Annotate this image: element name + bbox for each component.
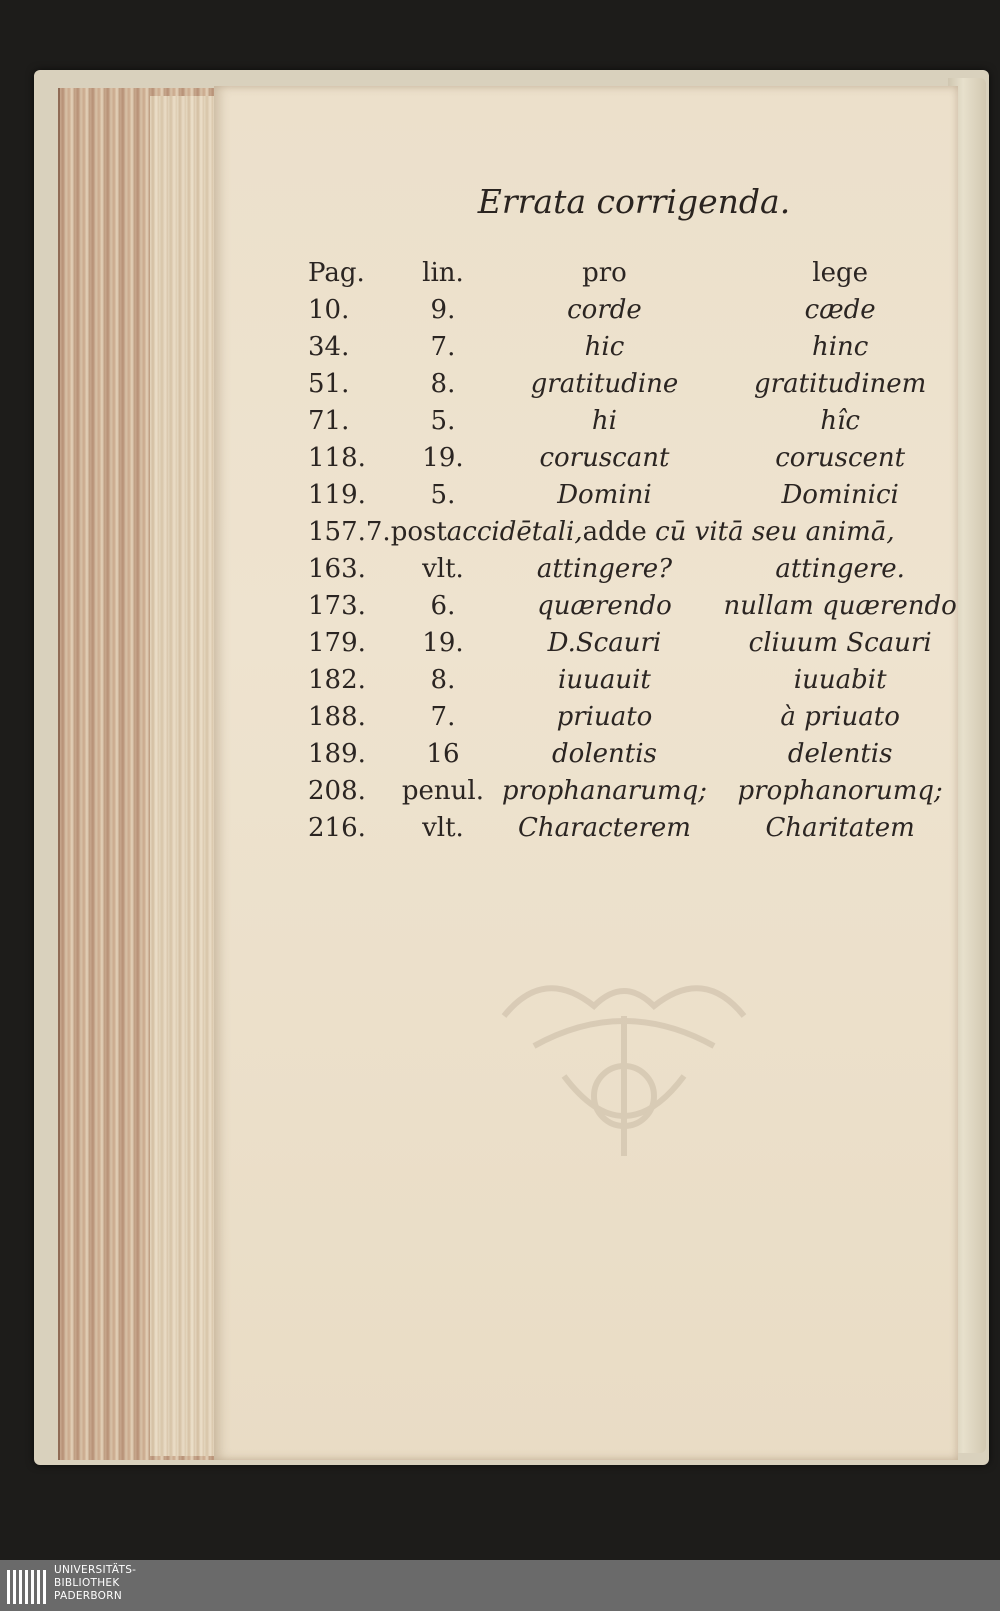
- special-italic-1: accidētali,: [446, 516, 583, 547]
- table-row-special: [308, 513, 958, 550]
- special-lead: 157.7.post: [308, 516, 447, 547]
- cell-pag: 216.: [308, 812, 366, 843]
- cell-lege: à priuato: [780, 701, 900, 732]
- errata-table: [308, 254, 958, 846]
- cell-pag: 163.: [308, 553, 366, 584]
- cell-lin: 7.: [430, 701, 456, 732]
- cell-pro: coruscant: [539, 442, 670, 473]
- table-row: [308, 365, 958, 402]
- cell-full: [308, 513, 958, 550]
- cell-pro: dolentis: [552, 738, 657, 769]
- header-pag: Pag.: [308, 257, 365, 288]
- cell-lege: cæde: [804, 294, 876, 325]
- cell-lege: delentis: [787, 738, 893, 769]
- cell-pro: iuuauit: [558, 664, 651, 695]
- table-row: [308, 328, 958, 365]
- special-italic-2: cū vitā seu animā,: [655, 516, 895, 547]
- cell-lin: vlt.: [422, 812, 464, 843]
- cell-pag: 208.: [308, 775, 366, 806]
- table-row: [308, 698, 958, 735]
- logo-line-2: BIBLIOTHEK: [54, 1577, 120, 1589]
- cell-pag: 118.: [308, 442, 366, 473]
- book-page: [214, 86, 958, 1460]
- cell-pag: 34.: [308, 331, 350, 362]
- cell-lege: Charitatem: [765, 812, 915, 843]
- cell-pag: 51.: [308, 368, 350, 399]
- cell-lege: hîc: [820, 405, 860, 436]
- cell-pro: quærendo: [537, 590, 672, 621]
- table-row: [308, 735, 958, 772]
- table-row: [308, 550, 958, 587]
- header-lin: lin.: [422, 257, 464, 288]
- cell-pro: hi: [591, 405, 617, 436]
- library-logo-text: [54, 1564, 136, 1603]
- cell-lin: 6.: [430, 590, 456, 621]
- cell-pag: 10.: [308, 294, 350, 325]
- cell-lin: 8.: [430, 368, 456, 399]
- cell-lin: 9.: [430, 294, 456, 325]
- cell-pro: Characterem: [517, 812, 691, 843]
- cell-pro: attingere?: [536, 553, 673, 584]
- special-plain: adde: [582, 516, 647, 547]
- page-title: Errata corrigenda.: [477, 182, 791, 221]
- cell-pag: 189.: [308, 738, 366, 769]
- cell-pro: gratitudine: [530, 368, 679, 399]
- cell-pag: 188.: [308, 701, 366, 732]
- table-row: [308, 476, 958, 513]
- cell-pro: D.Scauri: [547, 627, 662, 658]
- cell-lege: hinc: [811, 331, 869, 362]
- table-row: [308, 439, 958, 476]
- library-logo-icon: [6, 1564, 48, 1607]
- cell-lege: gratitudinem: [754, 368, 927, 399]
- cell-lin: 7.: [430, 331, 456, 362]
- table-row: [308, 402, 958, 439]
- cell-pag: 173.: [308, 590, 366, 621]
- cell-lege: prophanorumq;: [737, 775, 943, 806]
- cell-lege: coruscent: [775, 442, 906, 473]
- table-row: [308, 624, 958, 661]
- page-edges-inner: [150, 96, 224, 1456]
- table-row: [308, 587, 958, 624]
- cell-pag: 182.: [308, 664, 366, 695]
- cell-lege: cliuum Scauri: [748, 627, 932, 658]
- cell-pro: corde: [567, 294, 642, 325]
- cell-lin: vlt.: [422, 553, 464, 584]
- cell-lin: penul.: [401, 775, 485, 806]
- table-row: [308, 661, 958, 698]
- cell-pag: 71.: [308, 405, 350, 436]
- table-row: [308, 772, 958, 809]
- show-through-ornament: [464, 956, 784, 1176]
- footer-bar: [0, 1560, 1000, 1611]
- table-row: [308, 291, 958, 328]
- cell-pro: prophanarumq;: [501, 775, 707, 806]
- cell-lege: attingere.: [775, 553, 905, 584]
- cell-lin: 5.: [430, 405, 456, 436]
- header-pro: pro: [582, 257, 627, 288]
- cell-pro: Domini: [557, 479, 652, 510]
- cell-lege: iuuabit: [793, 664, 887, 695]
- cell-lin: 16: [426, 738, 460, 769]
- cell-pag: 119.: [308, 479, 366, 510]
- logo-line-3: PADERBORN: [54, 1590, 122, 1602]
- cell-lege: Dominici: [781, 479, 899, 510]
- cell-pro: priuato: [556, 701, 653, 732]
- cell-lin: 19.: [422, 442, 464, 473]
- header-lege: lege: [812, 257, 869, 288]
- header-row: [308, 254, 958, 291]
- cell-lin: 19.: [422, 627, 464, 658]
- cell-lege: nullam quærendo: [723, 590, 957, 621]
- cell-pag: 179.: [308, 627, 366, 658]
- cell-lin: 8.: [430, 664, 456, 695]
- logo-line-1: UNIVERSITÄTS-: [54, 1564, 137, 1576]
- cell-pro: hic: [584, 331, 625, 362]
- table-row: [308, 809, 958, 846]
- cell-lin: 5.: [430, 479, 456, 510]
